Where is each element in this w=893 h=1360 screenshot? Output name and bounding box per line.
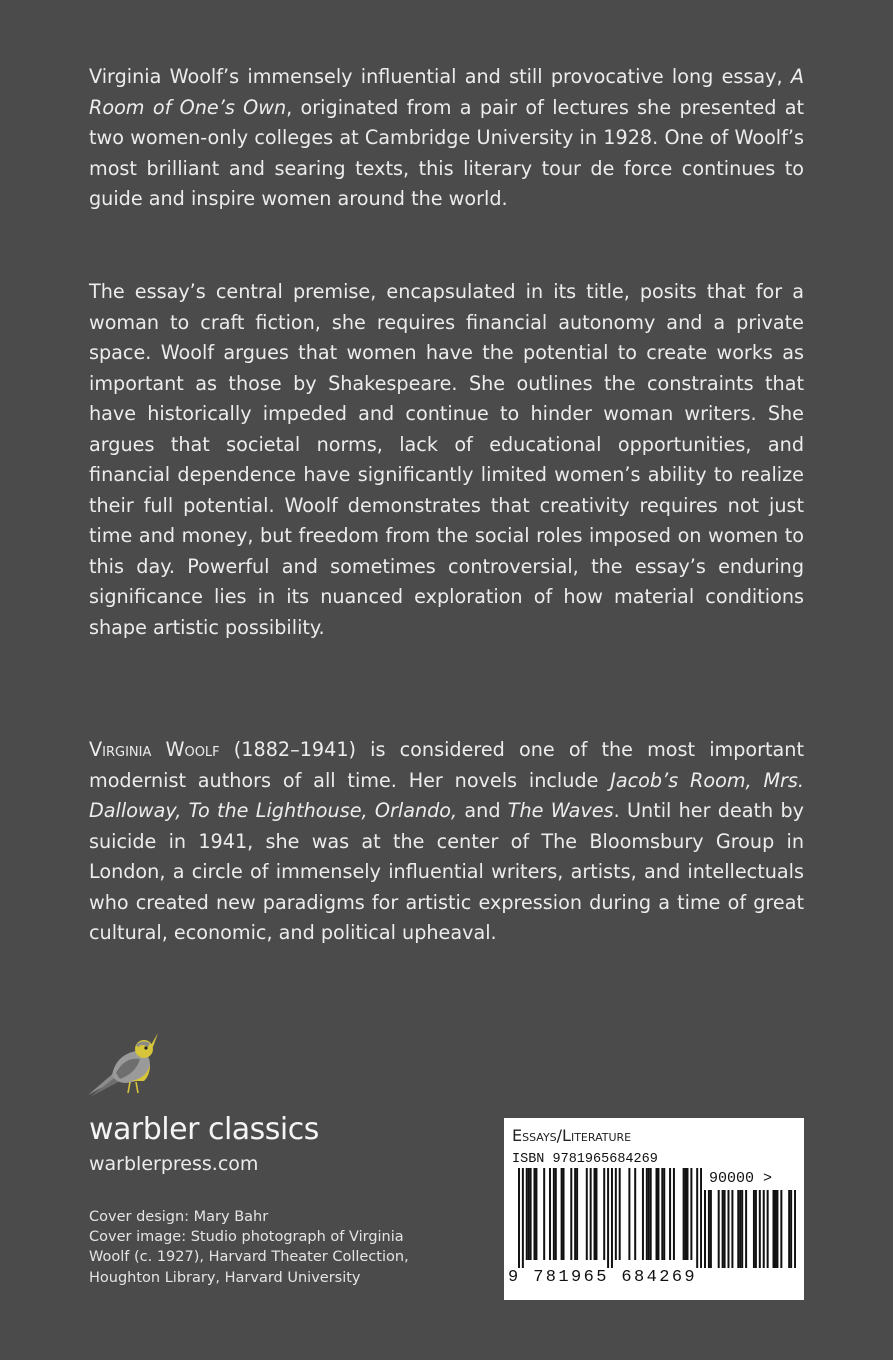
barcode-bar [526,1168,528,1260]
addon-barcode [704,1190,796,1268]
barcode-bar [648,1168,650,1260]
barcode-bar [774,1190,776,1268]
barcode-bar [780,1190,782,1268]
category-label: Essays/Literature [512,1126,632,1145]
barcode-bar [543,1168,545,1260]
barcode-bar [522,1168,524,1268]
barcode-bar [683,1168,685,1260]
barcode-bar [603,1168,605,1260]
barcode-bar [563,1168,565,1260]
barcode-bar [718,1190,720,1268]
barcode-bar [794,1190,796,1268]
author-bio-text: . Until her death by suicide in 1941, she was at the center of The Bloomsbury Group in London, a circle of immensely influential writers, artists, and intellectuals who created new paradigms for artistic expression during a time of great cultural, economic, and political upheaval. [89,799,805,944]
novel-title-italic: The Waves [507,799,614,822]
barcode-bar [561,1168,563,1260]
cover-design-credit: Cover design: Mary Bahr [89,1209,269,1225]
barcode-box [504,1118,804,1300]
cover-image-credit: Cover image: Studio photograph of Virginia Woolf (c. 1927), Harvard Theater Collection, Houghton Library, Harvard University [89,1229,409,1286]
barcode-bar [528,1168,530,1260]
barcode-bar [586,1168,588,1260]
barcode-bar [685,1168,687,1260]
book-title-italic: A Room of One’s Own [89,65,804,119]
barcode-bar [535,1168,537,1260]
description-paragraph-2: The essay’s central premise, encapsulated in its title, posits that for a woman to craft fiction, she requires financial autonomy and a private space. Woolf argues that women have the potential to create works as important as those by Shakespeare. She outlines the constraints that have historically impeded and continue to hinder woman writers. She argues that societal norms, lack of educational opportunities, and financial dependence have significantly limited women’s ability to realize their full potential. Woolf demonstrates that creativity requires not just time and money, but freedom from the social roles imposed on women to this day. Powerful and sometimes controversial, the essay’s enduring significance lies in its nuanced exploration of how material conditions shape artistic possibility. [89,280,804,639]
barcode-bar [745,1190,747,1268]
isbn-label: ISBN 9781965684269 [512,1152,658,1167]
novel-titles-italic: Jacob’s Room, Mrs. Dalloway, To the Lighthouse, Orlando, [89,768,804,822]
description-text: , originated from a pair of lectures she presented at two women-only colleges at Cambridge University in 1928. One of Woolf’s most brilliant and searing texts, this literary tour de force continues to guide and inspire women around the world. [89,95,804,210]
barcode-bar [763,1190,765,1268]
barcode-bar [767,1190,769,1268]
barcode-bar [611,1168,613,1268]
barcode-bar [790,1190,792,1268]
ean13-barcode [518,1168,702,1268]
barcode-bar [704,1190,706,1268]
description-paragraph-1 [89,62,804,215]
author-bio-paragraph [89,735,804,949]
publisher-name: warbler classics [89,1112,319,1147]
barcode-bar [595,1168,597,1260]
barcode-bar [661,1168,663,1260]
barcode-bar [549,1168,551,1260]
barcode-bar [555,1168,557,1260]
barcode-bar [615,1168,617,1260]
barcode-bar [722,1190,724,1268]
barcode-bar [594,1168,596,1260]
barcode-bar [710,1190,712,1268]
barcode-bar [646,1168,648,1260]
publisher-url[interactable]: warblerpress.com [89,1153,259,1175]
barcode-bar [708,1190,710,1268]
barcode-bar [530,1168,532,1260]
barcode-bar [574,1168,576,1260]
price-code: 90000 > [709,1170,773,1187]
barcode-bar [753,1190,755,1268]
barcode-bar [690,1168,692,1260]
barcode-bar [533,1168,535,1260]
barcode-bar [642,1168,644,1260]
barcode-bar [619,1168,621,1260]
barcode-bar [759,1190,761,1268]
warbler-bird-icon [86,1025,166,1100]
barcode-bar [788,1190,790,1268]
barcode-bar [657,1168,659,1260]
barcode-bar [673,1168,675,1260]
barcode-bar [590,1168,592,1260]
barcode-bar [628,1168,630,1260]
barcode-bar [724,1190,726,1268]
barcode-bar [576,1168,578,1260]
barcode-bar [663,1168,665,1260]
author-bio-text: and [457,799,508,822]
barcode-bar [607,1168,609,1268]
description-text: Virginia Woolf’s immensely influential and still provocative long essay, [89,65,791,88]
barcode-bar [650,1168,652,1260]
barcode-bar [700,1168,702,1268]
barcode-bar [737,1190,739,1268]
barcode-bar [634,1168,636,1260]
barcode-bar [776,1190,778,1268]
barcode-bar [518,1168,520,1268]
barcode-bar [570,1168,572,1260]
barcode-bar [553,1168,555,1260]
barcode-bar [696,1168,698,1268]
barcode-bar [755,1190,757,1268]
credits [89,1207,409,1288]
author-bio-text: (1882–1941) is considered one of the most important modernist authors of all time. Her novels include [89,738,804,792]
barcode-bar [731,1190,733,1268]
barcode-digits: 9 781965 684269 [508,1268,698,1287]
barcode-bar [773,1190,775,1268]
barcode-bar [739,1190,741,1268]
barcode-bar [656,1168,658,1260]
barcode-bar [727,1190,729,1268]
barcode-bar [687,1168,689,1260]
barcode-bar [669,1168,671,1260]
barcode-bar [741,1190,743,1268]
author-name: Virginia Woolf [89,738,220,761]
